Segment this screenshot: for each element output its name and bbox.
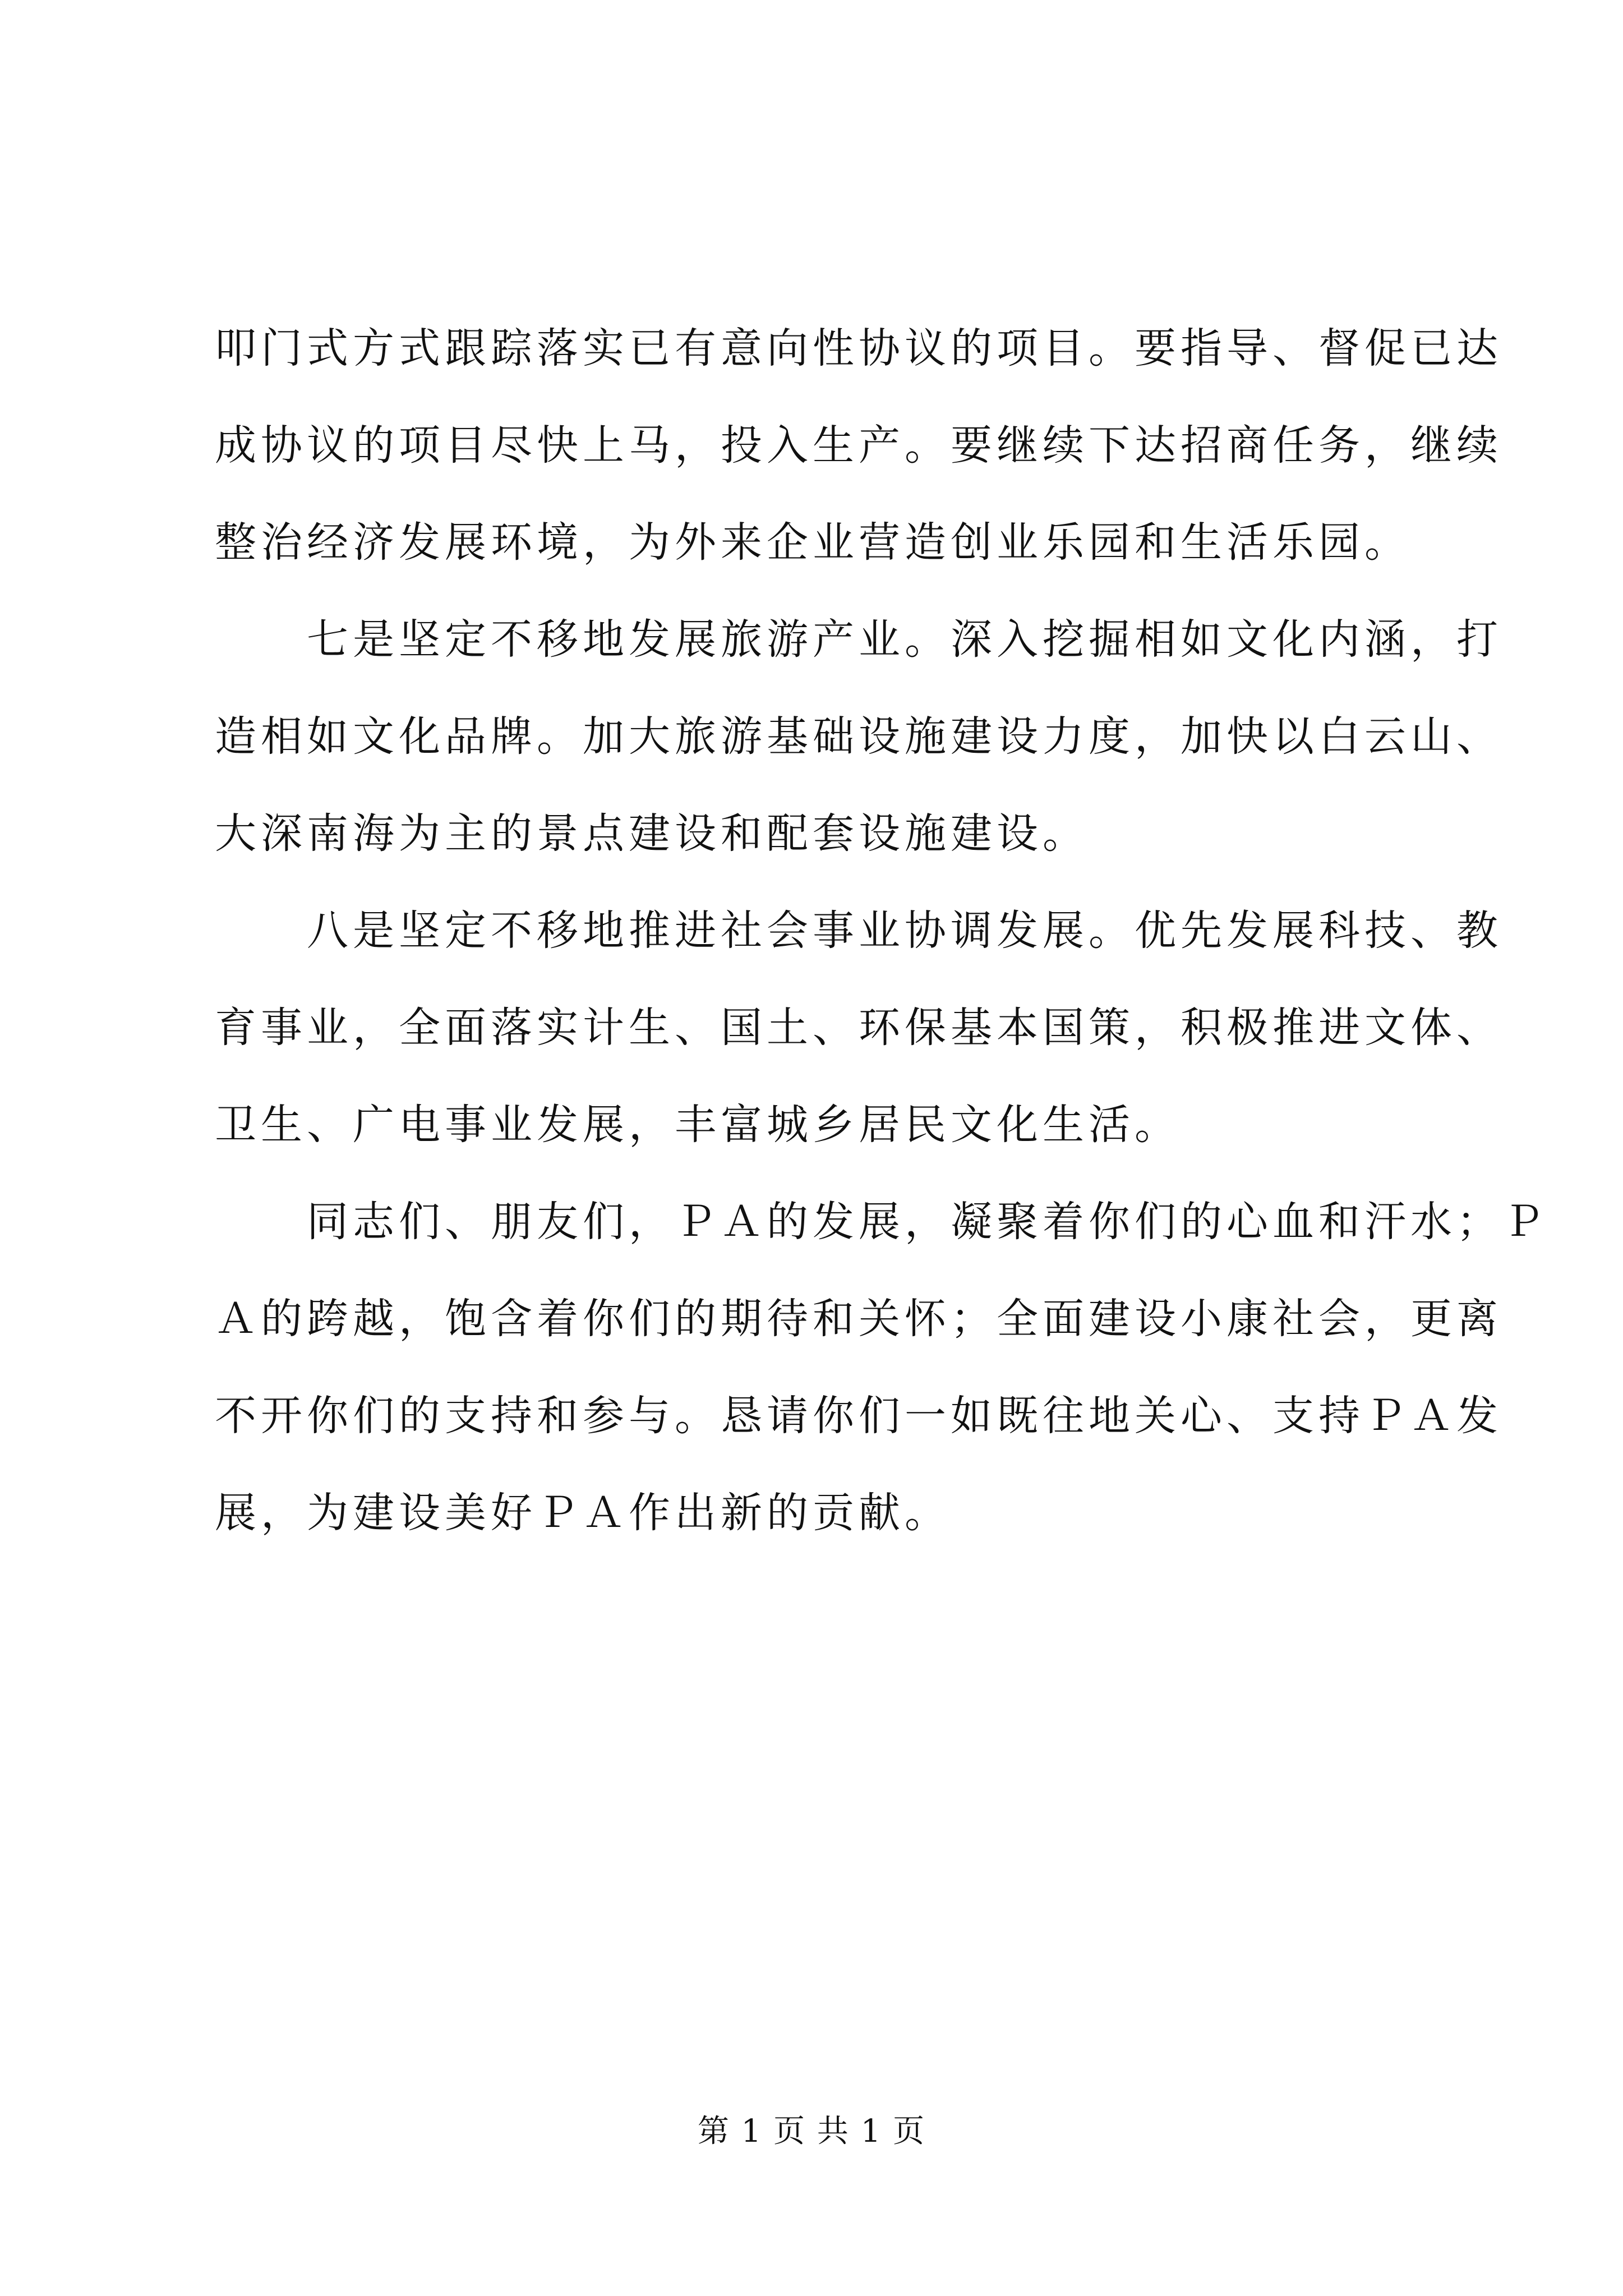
text-line: 造相如文化品牌。加大旅游基础设施建设力度，加快以白云山、: [215, 712, 1502, 761]
text-line: 八是坚定不移地推进社会事业协调发展。优先发展科技、教: [215, 907, 1502, 955]
text-line: 同志们、朋友们，ＰＡ的发展，凝聚着你们的心血和汗水；Ｐ: [215, 1198, 1548, 1246]
text-line: 育事业，全面落实计生、国土、环保基本国策，积极推进文体、: [215, 1004, 1502, 1052]
page-number-footer: 第 1 页 共 1 页: [697, 2113, 926, 2150]
text-line: 成协议的项目尽快上马，投入生产。要继续下达招商任务，继续: [215, 421, 1502, 470]
text-line: 展，为建设美好ＰＡ作出新的贡献。: [215, 1489, 951, 1537]
text-line: Ａ的跨越，饱含着你们的期待和关怀；全面建设小康社会，更离: [215, 1295, 1502, 1343]
text-line: 叩门式方式跟踪落实已有意向性协议的项目。要指导、督促已达: [215, 324, 1502, 372]
text-line: 七是坚定不移地发展旅游产业。深入挖掘相如文化内涵，打: [215, 615, 1502, 664]
text-line: 大深南海为主的景点建设和配套设施建设。: [215, 809, 1089, 858]
document-body: [215, 300, 1548, 1562]
text-line: 卫生、广电事业发展，丰富城乡居民文化生活。: [215, 1101, 1181, 1149]
text-line: 不开你们的支持和参与。恳请你们一如既往地关心、支持ＰＡ发: [215, 1392, 1502, 1440]
text-line: 整治经济发展环境，为外来企业营造创业乐园和生活乐园。: [215, 518, 1410, 567]
